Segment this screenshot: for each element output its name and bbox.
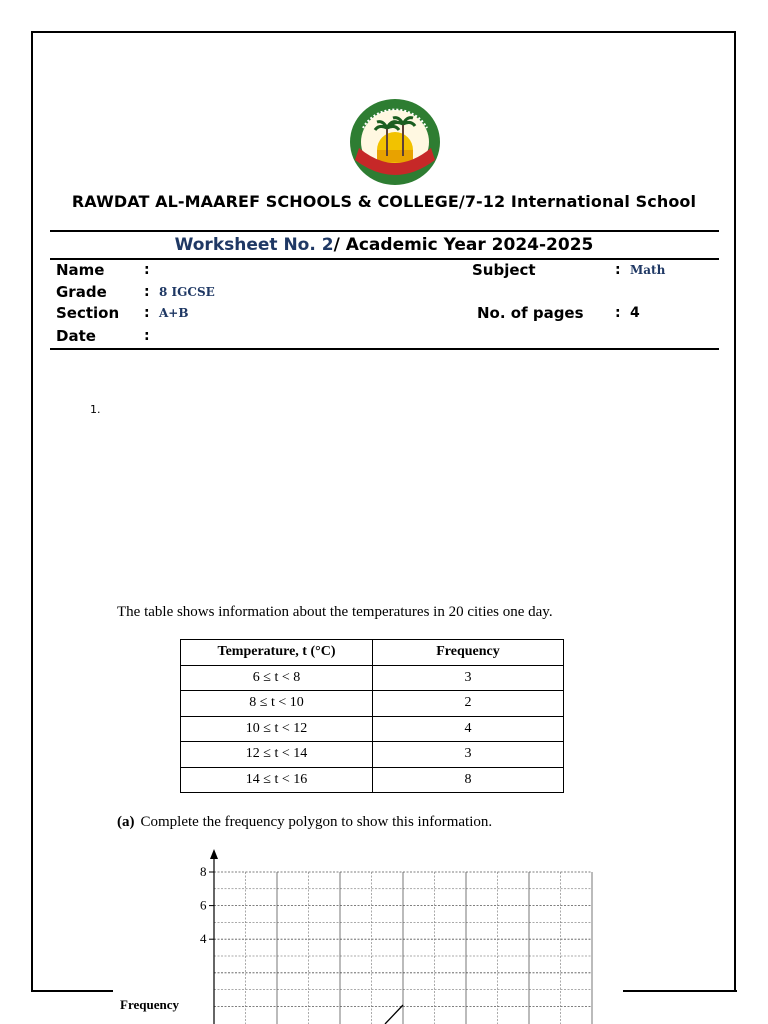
fields-rule-bottom <box>50 348 719 350</box>
table-cell: 3 <box>373 665 564 691</box>
table-row <box>181 691 564 717</box>
grade-value[interactable]: 8 IGCSE <box>159 285 215 299</box>
table-cell: 2 <box>373 691 564 717</box>
y-axis-arrow-icon <box>210 849 218 859</box>
name-label: Name <box>56 261 105 279</box>
table-cell: 3 <box>373 742 564 768</box>
chart-grid <box>214 872 592 1024</box>
title-rule-top <box>50 230 719 232</box>
question-intro: The table shows information about the temperatures in 20 cities one day. <box>117 604 553 620</box>
table-header-temperature: Temperature, t (°C) <box>181 640 373 666</box>
y-tick-label: 8 <box>200 864 207 879</box>
table-row <box>181 767 564 793</box>
school-name: RAWDAT AL-MAAREF SCHOOLS & COLLEGE/7-12 International School <box>71 192 697 211</box>
polygon-partial-line <box>385 1005 403 1024</box>
academic-year: / Academic Year 2024-2025 <box>333 235 594 255</box>
section-label: Section <box>56 304 120 322</box>
question-number: 1. <box>90 403 101 416</box>
title-rule-bottom <box>50 258 719 260</box>
table-header-row <box>181 640 564 666</box>
name-colon: : <box>144 262 150 278</box>
table-cell: 6 ≤ t < 8 <box>181 665 373 691</box>
table-cell: 8 <box>373 767 564 793</box>
worksheet-number: Worksheet No. 2 <box>174 235 334 255</box>
pages-label: No. of pages <box>477 304 584 322</box>
table-cell: 8 ≤ t < 10 <box>181 691 373 717</box>
table-row <box>181 742 564 768</box>
table-row <box>181 665 564 691</box>
subject-colon: : <box>615 262 621 278</box>
frequency-table <box>180 639 564 793</box>
frequency-polygon-chart[interactable] <box>110 845 610 1024</box>
table-cell: 4 <box>373 716 564 742</box>
date-colon: : <box>144 328 150 344</box>
y-axis-label: Frequency <box>120 997 179 1012</box>
question-part-a <box>117 814 492 831</box>
section-value[interactable]: A+B <box>159 306 189 320</box>
y-ticks <box>200 864 214 946</box>
subject-value[interactable]: Math <box>630 263 666 277</box>
page-border-bottom-right <box>623 990 737 992</box>
y-tick-label: 6 <box>200 897 207 913</box>
subject-label: Subject <box>472 261 536 279</box>
table-header-frequency: Frequency <box>373 640 564 666</box>
table-row <box>181 716 564 742</box>
part-a-text: Complete the frequency polygon to show this information. <box>140 814 493 830</box>
table-cell: 12 ≤ t < 14 <box>181 742 373 768</box>
pages-colon: : <box>615 305 621 321</box>
page-border-bottom-left <box>31 990 113 992</box>
date-label: Date <box>56 327 96 345</box>
grade-label: Grade <box>56 283 107 301</box>
grade-colon: : <box>144 284 150 300</box>
y-tick-label: 4 <box>200 931 207 947</box>
school-logo-icon <box>349 98 441 186</box>
pages-value[interactable]: 4 <box>630 305 640 321</box>
table-cell: 10 ≤ t < 12 <box>181 716 373 742</box>
section-colon: : <box>144 305 150 321</box>
part-a-label: (a) <box>117 814 135 830</box>
table-cell: 14 ≤ t < 16 <box>181 767 373 793</box>
worksheet-title <box>0 235 768 255</box>
